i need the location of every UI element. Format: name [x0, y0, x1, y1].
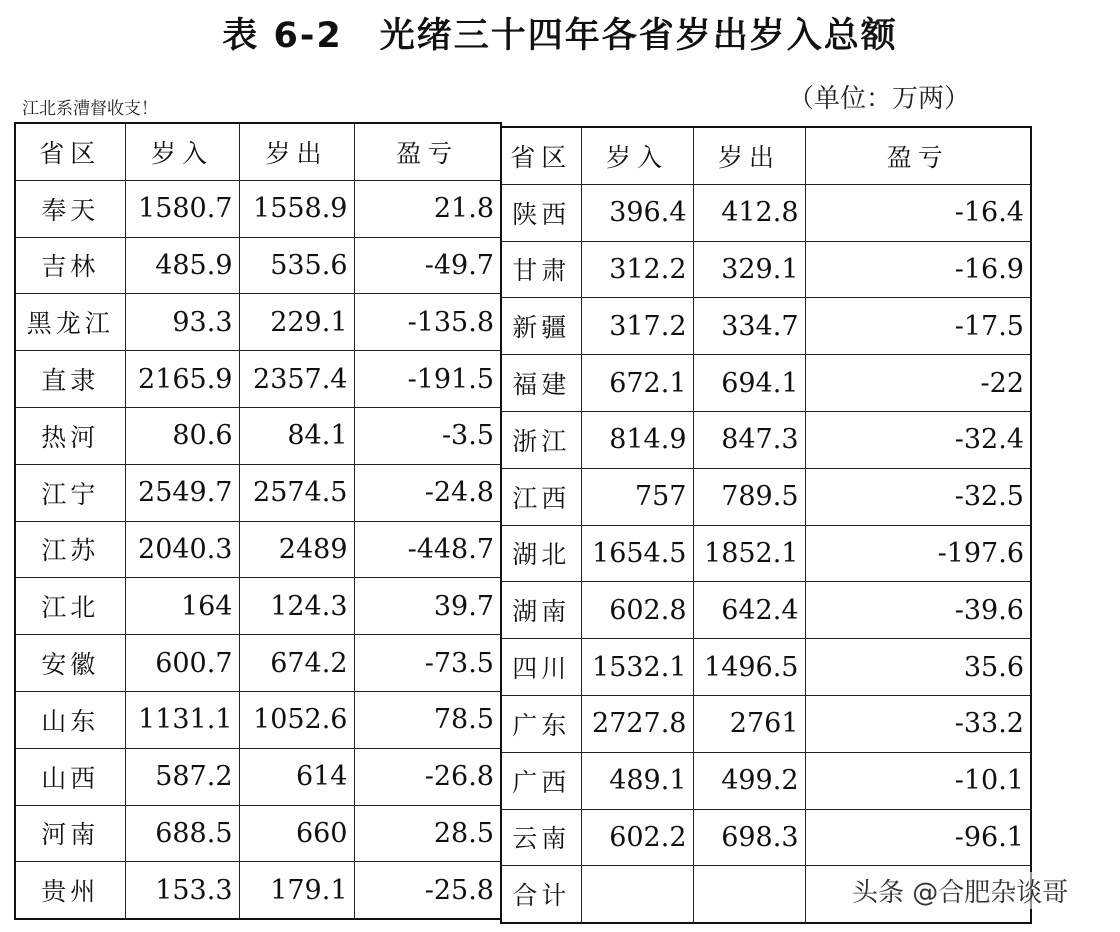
balance-cell: -191.5 — [354, 351, 501, 408]
province-cell: 贵州 — [15, 862, 125, 919]
province-cell: 陕西 — [501, 184, 581, 241]
table-row — [501, 355, 1031, 412]
province-cell: 江苏 — [15, 521, 125, 578]
expense-cell: 642.4 — [693, 582, 805, 639]
watermark: 头条 @合肥杂谈哥 — [848, 872, 1072, 909]
province-cell: 浙江 — [501, 411, 581, 468]
income-cell: 688.5 — [125, 805, 239, 862]
balance-cell: -448.7 — [354, 521, 501, 578]
expense-cell: 1852.1 — [693, 525, 805, 582]
income-cell: 396.4 — [581, 184, 693, 241]
income-cell: 2165.9 — [125, 351, 239, 408]
province-cell: 江西 — [501, 468, 581, 525]
income-cell: 1131.1 — [125, 691, 239, 748]
province-cell: 湖南 — [501, 582, 581, 639]
balance-cell: -25.8 — [354, 862, 501, 919]
table-row — [15, 294, 501, 351]
province-cell: 湖北 — [501, 525, 581, 582]
unit-label: （单位：万两） — [787, 84, 970, 114]
header-expense: 岁出 — [693, 127, 805, 184]
balance-cell: -135.8 — [354, 294, 501, 351]
expense-cell: 2489 — [239, 521, 354, 578]
expense-cell — [693, 866, 805, 923]
balance-cell: -33.2 — [805, 695, 1031, 752]
income-cell: 489.1 — [581, 752, 693, 809]
expense-cell: 2761 — [693, 695, 805, 752]
income-cell: 672.1 — [581, 355, 693, 412]
table-row — [15, 691, 501, 748]
province-cell: 山东 — [15, 691, 125, 748]
balance-cell: -39.6 — [805, 582, 1031, 639]
header-income: 岁入 — [125, 123, 239, 180]
expense-cell: 789.5 — [693, 468, 805, 525]
expense-cell: 499.2 — [693, 752, 805, 809]
table-row — [501, 752, 1031, 809]
table-row — [15, 748, 501, 805]
table-row — [15, 180, 501, 237]
balance-cell: -24.8 — [354, 464, 501, 521]
income-cell: 1532.1 — [581, 639, 693, 696]
table-row — [501, 468, 1031, 525]
expense-cell: 2574.5 — [239, 464, 354, 521]
province-cell: 安徽 — [15, 635, 125, 692]
income-cell: 1580.7 — [125, 180, 239, 237]
income-cell: 93.3 — [125, 294, 239, 351]
expense-cell: 412.8 — [693, 184, 805, 241]
balance-cell: -73.5 — [354, 635, 501, 692]
income-cell: 602.8 — [581, 582, 693, 639]
income-cell: 2040.3 — [125, 521, 239, 578]
income-cell: 2727.8 — [581, 695, 693, 752]
expense-cell: 2357.4 — [239, 351, 354, 408]
income-cell: 2549.7 — [125, 464, 239, 521]
table-title: 表 6-2 光绪三十四年各省岁出岁入总额 — [222, 16, 898, 56]
left-table-body — [15, 180, 501, 919]
province-cell: 福建 — [501, 355, 581, 412]
balance-cell: -16.4 — [805, 184, 1031, 241]
income-cell: 153.3 — [125, 862, 239, 919]
table-row — [15, 407, 501, 464]
table-row — [15, 351, 501, 408]
expense-cell: 535.6 — [239, 237, 354, 294]
province-cell: 四川 — [501, 639, 581, 696]
income-cell: 587.2 — [125, 748, 239, 805]
balance-cell: 78.5 — [354, 691, 501, 748]
balance-cell: -197.6 — [805, 525, 1031, 582]
header-expense: 岁出 — [239, 123, 354, 180]
table-row — [15, 237, 501, 294]
income-cell: 600.7 — [125, 635, 239, 692]
income-cell: 164 — [125, 578, 239, 635]
header-row — [501, 127, 1031, 184]
balance-cell: -10.1 — [805, 752, 1031, 809]
balance-cell: -26.8 — [354, 748, 501, 805]
right-table — [500, 126, 1032, 924]
table-row — [15, 464, 501, 521]
table-row — [15, 805, 501, 862]
footnote: 江北系漕督收支！ — [22, 99, 158, 119]
expense-cell: 660 — [239, 805, 354, 862]
expense-cell: 84.1 — [239, 407, 354, 464]
province-cell: 合计 — [501, 866, 581, 923]
balance-cell: 39.7 — [354, 578, 501, 635]
table-row — [501, 809, 1031, 866]
province-cell: 云南 — [501, 809, 581, 866]
header-income: 岁入 — [581, 127, 693, 184]
income-cell: 317.2 — [581, 298, 693, 355]
income-cell: 312.2 — [581, 241, 693, 298]
income-cell: 814.9 — [581, 411, 693, 468]
balance-cell: -96.1 — [805, 809, 1031, 866]
province-cell: 山西 — [15, 748, 125, 805]
table-row — [15, 521, 501, 578]
income-cell: 80.6 — [125, 407, 239, 464]
expense-cell: 334.7 — [693, 298, 805, 355]
header-balance: 盈亏 — [354, 123, 501, 180]
province-cell: 吉林 — [15, 237, 125, 294]
expense-cell: 1496.5 — [693, 639, 805, 696]
expense-cell: 674.2 — [239, 635, 354, 692]
balance-cell: 35.6 — [805, 639, 1031, 696]
province-cell: 黑龙江 — [15, 294, 125, 351]
income-cell — [581, 866, 693, 923]
balance-cell: -17.5 — [805, 298, 1031, 355]
balance-cell: -16.9 — [805, 241, 1031, 298]
table-row — [501, 582, 1031, 639]
balance-cell: 28.5 — [354, 805, 501, 862]
balance-cell: -22 — [805, 355, 1031, 412]
table-row — [501, 241, 1031, 298]
expense-cell: 124.3 — [239, 578, 354, 635]
table-row — [501, 298, 1031, 355]
balance-cell: -32.4 — [805, 411, 1031, 468]
expense-cell: 694.1 — [693, 355, 805, 412]
expense-cell: 698.3 — [693, 809, 805, 866]
province-cell: 河南 — [15, 805, 125, 862]
header-province: 省区 — [15, 123, 125, 180]
balance-cell: -49.7 — [354, 237, 501, 294]
province-cell: 甘肃 — [501, 241, 581, 298]
province-cell: 广西 — [501, 752, 581, 809]
province-cell: 江宁 — [15, 464, 125, 521]
province-cell: 直隶 — [15, 351, 125, 408]
table-row — [501, 525, 1031, 582]
table-row — [501, 695, 1031, 752]
income-cell: 1654.5 — [581, 525, 693, 582]
income-cell: 485.9 — [125, 237, 239, 294]
province-cell: 热河 — [15, 407, 125, 464]
province-cell: 新疆 — [501, 298, 581, 355]
balance-cell: 21.8 — [354, 180, 501, 237]
balance-cell: -32.5 — [805, 468, 1031, 525]
table-row — [501, 411, 1031, 468]
expense-cell: 1052.6 — [239, 691, 354, 748]
balance-cell: -3.5 — [354, 407, 501, 464]
province-cell: 江北 — [15, 578, 125, 635]
expense-cell: 847.3 — [693, 411, 805, 468]
table-row — [15, 862, 501, 919]
header-balance: 盈亏 — [805, 127, 1031, 184]
table-row — [501, 639, 1031, 696]
income-cell: 757 — [581, 468, 693, 525]
income-cell: 602.2 — [581, 809, 693, 866]
header-province: 省区 — [501, 127, 581, 184]
province-cell: 奉天 — [15, 180, 125, 237]
right-table-body — [501, 184, 1031, 923]
expense-cell: 614 — [239, 748, 354, 805]
table-row — [501, 184, 1031, 241]
expense-cell: 329.1 — [693, 241, 805, 298]
expense-cell: 229.1 — [239, 294, 354, 351]
table-row — [15, 578, 501, 635]
table-row — [15, 635, 501, 692]
province-cell: 广东 — [501, 695, 581, 752]
left-table — [14, 122, 502, 920]
expense-cell: 179.1 — [239, 862, 354, 919]
expense-cell: 1558.9 — [239, 180, 354, 237]
header-row — [15, 123, 501, 180]
